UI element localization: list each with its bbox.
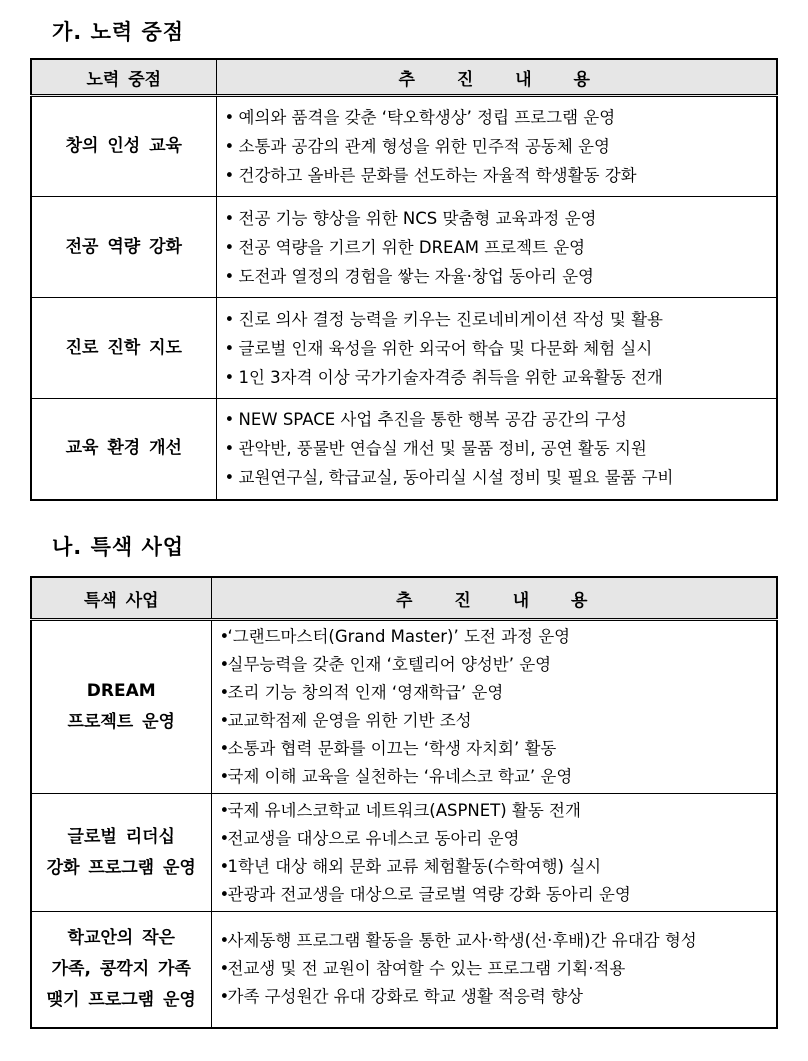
category-label: 가족, 콩깍지 가족: [51, 958, 191, 979]
list-item: •조리 기능 창의적 인재 ‘영재학급’ 운영: [220, 679, 777, 707]
content-cell: [211, 794, 777, 912]
bullet-icon: •: [224, 208, 235, 228]
bullet-icon: •: [224, 137, 235, 156]
header-special-project: 특색 사업: [31, 577, 211, 620]
header-content: 추 진 내 용: [211, 577, 777, 620]
table-row: [31, 912, 777, 1028]
list-item: •전교생 및 전 교원이 참여할 수 있는 프로그램 기획·적용: [220, 955, 777, 983]
bullet-icon: •: [219, 767, 230, 786]
content-cell: [211, 912, 777, 1028]
content-cell: [211, 620, 777, 794]
bullet-icon: •: [224, 338, 235, 358]
bullet-icon: •: [219, 800, 230, 820]
category-cell: [31, 399, 216, 500]
table-row: [31, 96, 777, 197]
bullet-icon: •: [219, 655, 230, 674]
list-item: •1학년 대상 해외 문화 교류 체험활동(수학여행) 실시: [220, 853, 777, 881]
list-item: • 건강하고 올바른 문화를 선도하는 자율적 학생활동 강화: [225, 161, 777, 190]
list-item: •관광과 전교생을 대상으로 글로벌 역량 강화 동아리 운영: [220, 881, 777, 909]
table-row: [31, 197, 777, 298]
bullet-icon: •: [219, 627, 230, 646]
special-projects-table: [30, 576, 778, 1029]
content-cell: [216, 197, 777, 298]
bullet-icon: •: [219, 828, 230, 848]
list-item: • 전공 기능 향상을 위한 NCS 맞춤형 교육과정 운영: [225, 204, 777, 233]
bullet-icon: •: [224, 237, 235, 257]
table-row: [31, 620, 777, 794]
list-item: • 소통과 공감의 관계 형성을 위한 민주적 공동체 운영: [225, 132, 777, 161]
list-item: • 진로 의사 결정 능력을 키우는 진로네비게이션 작성 및 활용: [225, 305, 777, 334]
list-item: •국제 이해 교육을 실천하는 ‘유네스코 학교’ 운영: [220, 763, 777, 791]
table-row: [31, 399, 777, 500]
bullet-icon: •: [219, 884, 230, 904]
list-item: •교교학점제 운영을 위한 기반 조성: [220, 707, 777, 735]
bullet-icon: •: [219, 711, 230, 730]
list-item: •국제 유네스코학교 네트워크(ASPNET) 활동 전개: [220, 797, 777, 825]
category-label: 글로벌 리더십: [67, 826, 175, 847]
bullet-icon: •: [219, 856, 230, 876]
table-row: [31, 298, 777, 399]
category-cell: [31, 298, 216, 399]
list-item: •전교생을 대상으로 유네스코 동아리 운영: [220, 825, 777, 853]
list-item: • 글로벌 인재 육성을 위한 외국어 학습 및 다문화 체험 실시: [225, 334, 777, 363]
content-cell: [216, 298, 777, 399]
category-label: 프로젝트 운영: [67, 712, 175, 732]
list-item: • 도전과 열정의 경험을 쌓는 자율·창업 동아리 운영: [225, 262, 777, 291]
bullet-icon: •: [224, 309, 235, 329]
category-label: 창의 인성 교육: [65, 136, 182, 156]
category-label: 진로 진학 지도: [65, 337, 182, 358]
bullet-icon: •: [224, 410, 235, 430]
bullet-icon: •: [224, 468, 235, 488]
category-cell: [31, 912, 211, 1028]
category-label: 학교안의 작은: [67, 927, 175, 948]
bullet-icon: •: [219, 683, 230, 702]
list-item: •‘그랜드마스터(Grand Master)’ 도전 과정 운영: [220, 623, 777, 651]
category-label: 맺기 프로그램 운영: [46, 989, 196, 1010]
category-label: 교육 환경 개선: [65, 438, 182, 459]
list-item: •소통과 협력 문화를 이끄는 ‘학생 자치회’ 활동: [220, 735, 777, 763]
bullet-icon: •: [224, 367, 235, 387]
table-row: [31, 794, 777, 912]
header-content: 추 진 내 용: [216, 59, 777, 96]
bullet-icon: •: [219, 959, 230, 979]
bullet-icon: •: [224, 108, 235, 127]
bullet-icon: •: [219, 987, 230, 1007]
category-cell: [31, 620, 211, 794]
section-title-effort-focus: 가. 노력 중점: [52, 20, 185, 44]
list-item: • 전공 역량을 기르기 위한 DREAM 프로젝트 운영: [225, 233, 777, 262]
list-item: •실무능력을 갖춘 인재 ‘호텔리어 양성반’ 운영: [220, 651, 777, 679]
list-item: • 1인 3자격 이상 국가기술자격증 취득을 위한 교육활동 전개: [225, 363, 777, 392]
section-title-special-projects: 나. 특색 사업: [52, 535, 185, 559]
bullet-icon: •: [224, 166, 235, 185]
category-label: 강화 프로그램 운영: [46, 857, 196, 878]
effort-focus-table: [30, 58, 778, 501]
header-effort-focus: 노력 중점: [31, 59, 216, 96]
category-label: DREAM: [86, 681, 156, 701]
list-item: •사제동행 프로그램 활동을 통한 교사·학생(선·후배)간 유대감 형성: [220, 927, 777, 955]
list-item: •가족 구성원간 유대 강화로 학교 생활 적응력 향상: [220, 983, 777, 1011]
table-header-row: [31, 59, 777, 96]
category-cell: [31, 96, 216, 197]
content-cell: [216, 96, 777, 197]
list-item: • NEW SPACE 사업 추진을 통한 행복 공감 공간의 구성: [225, 405, 777, 434]
list-item: • 예의와 품격을 갖춘 ‘탁오학생상’ 정립 프로그램 운영: [225, 103, 777, 132]
category-cell: [31, 197, 216, 298]
list-item: • 교원연구실, 학급교실, 동아리실 시설 정비 및 필요 물품 구비: [225, 463, 777, 492]
bullet-icon: •: [219, 931, 230, 951]
category-cell: [31, 794, 211, 912]
content-cell: [216, 399, 777, 500]
bullet-icon: •: [224, 439, 235, 459]
list-item: • 관악반, 풍물반 연습실 개선 및 물품 정비, 공연 활동 지원: [225, 434, 777, 463]
bullet-icon: •: [224, 266, 235, 286]
category-label: 전공 역량 강화: [65, 236, 182, 257]
bullet-icon: •: [219, 739, 230, 758]
table-header-row: [31, 577, 777, 620]
